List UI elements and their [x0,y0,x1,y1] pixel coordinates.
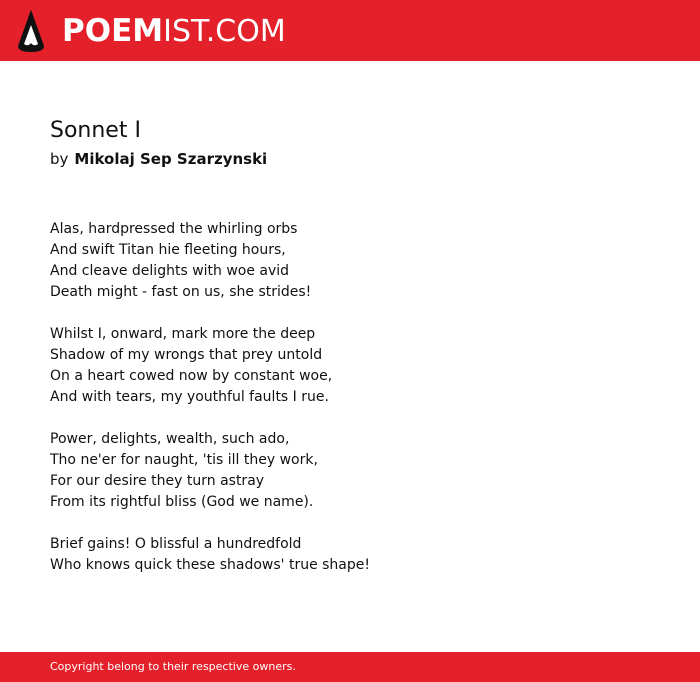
stanza [50,429,670,513]
poem-line: And with tears, my youthful faults I rue. [50,389,329,405]
poem-line: Who knows quick these shadows' true shape! [50,557,370,573]
poem-line: For our desire they turn astray [50,473,265,489]
site-header [0,0,700,61]
poem-line: From its rightful bliss (God we name). [50,494,314,510]
poem-title: Sonnet I [50,118,141,143]
stanza [50,534,670,576]
poem-line: Shadow of my wrongs that prey untold [50,347,323,363]
by-label: by [50,150,69,168]
poem-line: On a heart cowed now by constant woe, [50,368,333,384]
pencil-tip-icon[interactable] [17,10,45,52]
poem-line: Brief gains! O blissful a hundredfold [50,536,302,552]
site-logo-link[interactable] [62,12,286,50]
logo-text-bold: POEM [62,13,164,49]
stanza [50,324,670,408]
poem-line: And swift Titan hie fleeting hours, [50,242,286,258]
poem-line: And cleave delights with woe avid [50,263,290,279]
poem-line: Alas, hardpressed the whirling orbs [50,221,298,237]
copyright-text: Copyright belong to their respective owners. [50,660,296,673]
poem-body [50,219,670,597]
poem-line: Power, delights, wealth, such ado, [50,431,290,447]
poem-line: Whilst I, onward, mark more the deep [50,326,316,342]
stanza [50,219,670,303]
author-name: Mikolaj Sep Szarzynski [74,150,268,168]
poem-byline [50,149,267,169]
poem-line: Tho ne'er for naught, 'tis ill they work, [50,452,318,468]
site-footer [0,652,700,682]
poem-line: Death might - fast on us, she strides! [50,284,312,300]
logo-text-light: IST.COM [163,14,286,49]
